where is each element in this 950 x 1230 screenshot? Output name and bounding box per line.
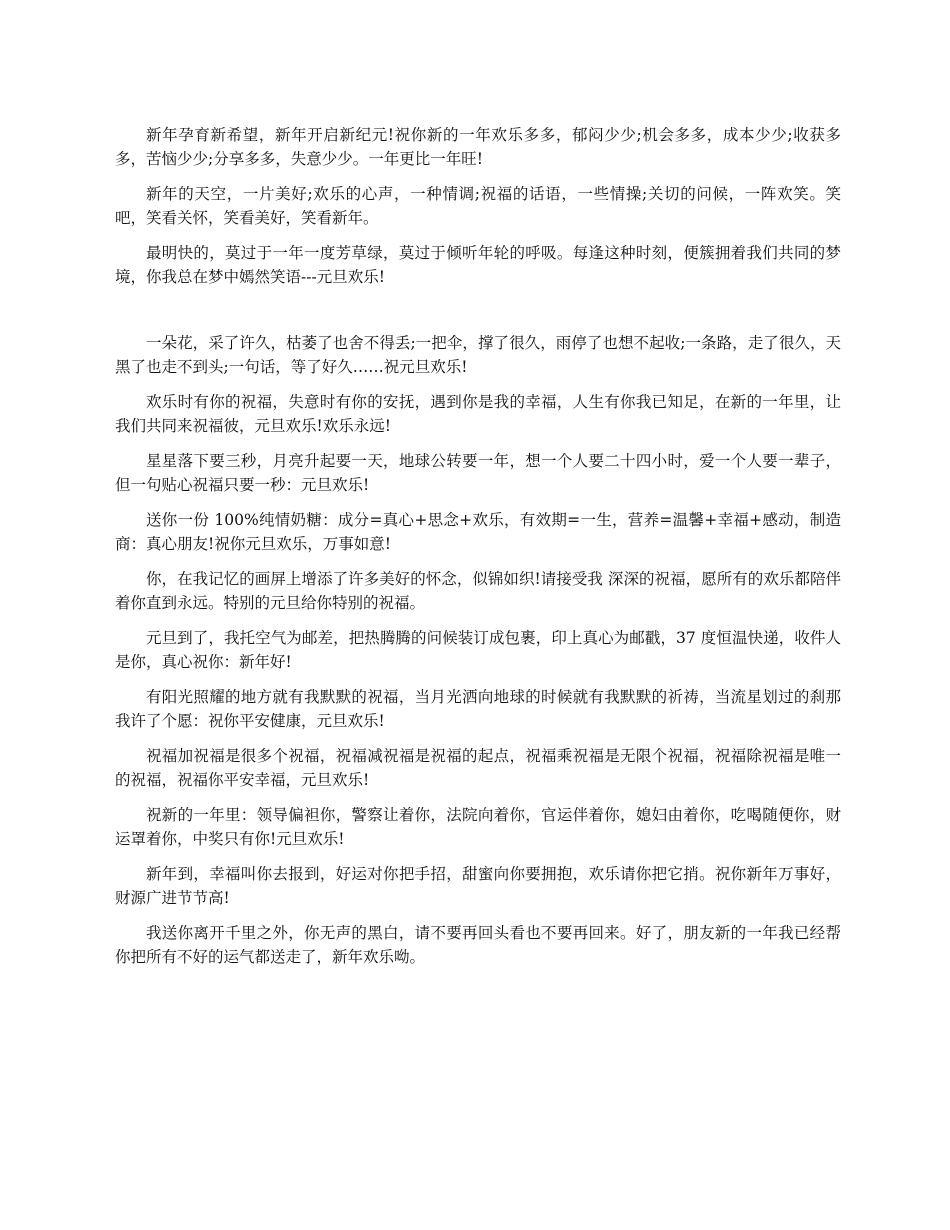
paragraph: 你，在我记忆的画屏上增添了许多美好的怀念，似锦如织!请接受我 深深的祝福，愿所有的欢乐都陪伴着你直到永远。特别的元旦给你特别的祝福。 <box>115 570 841 612</box>
paragraph: 新年到，幸福叫你去报到，好运对你把手招，甜蜜向你要拥抱，欢乐请你把它捎。祝你新年万事好，财源广进节节高! <box>115 865 841 907</box>
paragraph: 新年的天空，一片美好;欢乐的心声，一种情调;祝福的话语，一些情操;关切的问候，一阵欢笑。笑吧，笑看关怀，笑看美好，笑看新年。 <box>115 185 841 227</box>
paragraph: 祝福加祝福是很多个祝福，祝福减祝福是祝福的起点，祝福乘祝福是无限个祝福，祝福除祝福是唯一的祝福，祝福你平安幸福，元旦欢乐! <box>115 747 841 789</box>
paragraph-group-1 <box>115 123 841 289</box>
paragraph: 新年孕育新希望，新年开启新纪元!祝你新的一年欢乐多多，郁闷少少;机会多多，成本少少;收获多多，苦恼少少;分享多多，失意少少。一年更比一年旺! <box>115 126 841 168</box>
paragraph: 送你一份 100%纯情奶糖：成分=真心+思念+欢乐，有效期=一生，营养=温馨+幸福+感动，制造商：真心朋友!祝你元旦欢乐，万事如意! <box>115 511 841 553</box>
paragraph: 最明快的，莫过于一年一度芳草绿，莫过于倾听年轮的呼吸。每逢这种时刻，便簇拥着我们共同的梦境，你我总在梦中嫣然笑语---元旦欢乐! <box>115 244 841 286</box>
paragraph: 元旦到了，我托空气为邮差，把热腾腾的问候装订成包裹，印上真心为邮戳，37 度恒温快递，收件人是你，真心祝你：新年好! <box>115 629 841 671</box>
paragraph: 我送你离开千里之外，你无声的黑白，请不要再回头看也不要再回来。好了，朋友新的一年我已经帮你把所有不好的运气都送走了，新年欢乐呦。 <box>115 924 841 966</box>
paragraph: 星星落下要三秒，月亮升起要一天，地球公转要一年，想一个人要二十四小时，爱一个人要一辈子，但一句贴心祝福只要一秒：元旦欢乐! <box>115 452 841 494</box>
document-body <box>115 123 841 980</box>
paragraph: 有阳光照耀的地方就有我默默的祝福，当月光洒向地球的时候就有我默默的祈祷，当流星划过的刹那我许了个愿：祝你平安健康，元旦欢乐! <box>115 688 841 730</box>
paragraph: 欢乐时有你的祝福，失意时有你的安抚，遇到你是我的幸福，人生有你我已知足，在新的一年里，让我们共同来祝福彼，元旦欢乐!欢乐永远! <box>115 393 841 435</box>
paragraph-group-2 <box>115 331 841 969</box>
paragraph: 一朵花，采了许久，枯萎了也舍不得丢;一把伞，撑了很久，雨停了也想不起收;一条路，走了很久，天黑了也走不到头;一句话，等了好久……祝元旦欢乐! <box>115 334 841 376</box>
paragraph: 祝新的一年里：领导偏袒你，警察让着你，法院向着你，官运伴着你，媳妇由着你，吃喝随便你，财运罩着你，中奖只有你!元旦欢乐! <box>115 806 841 848</box>
